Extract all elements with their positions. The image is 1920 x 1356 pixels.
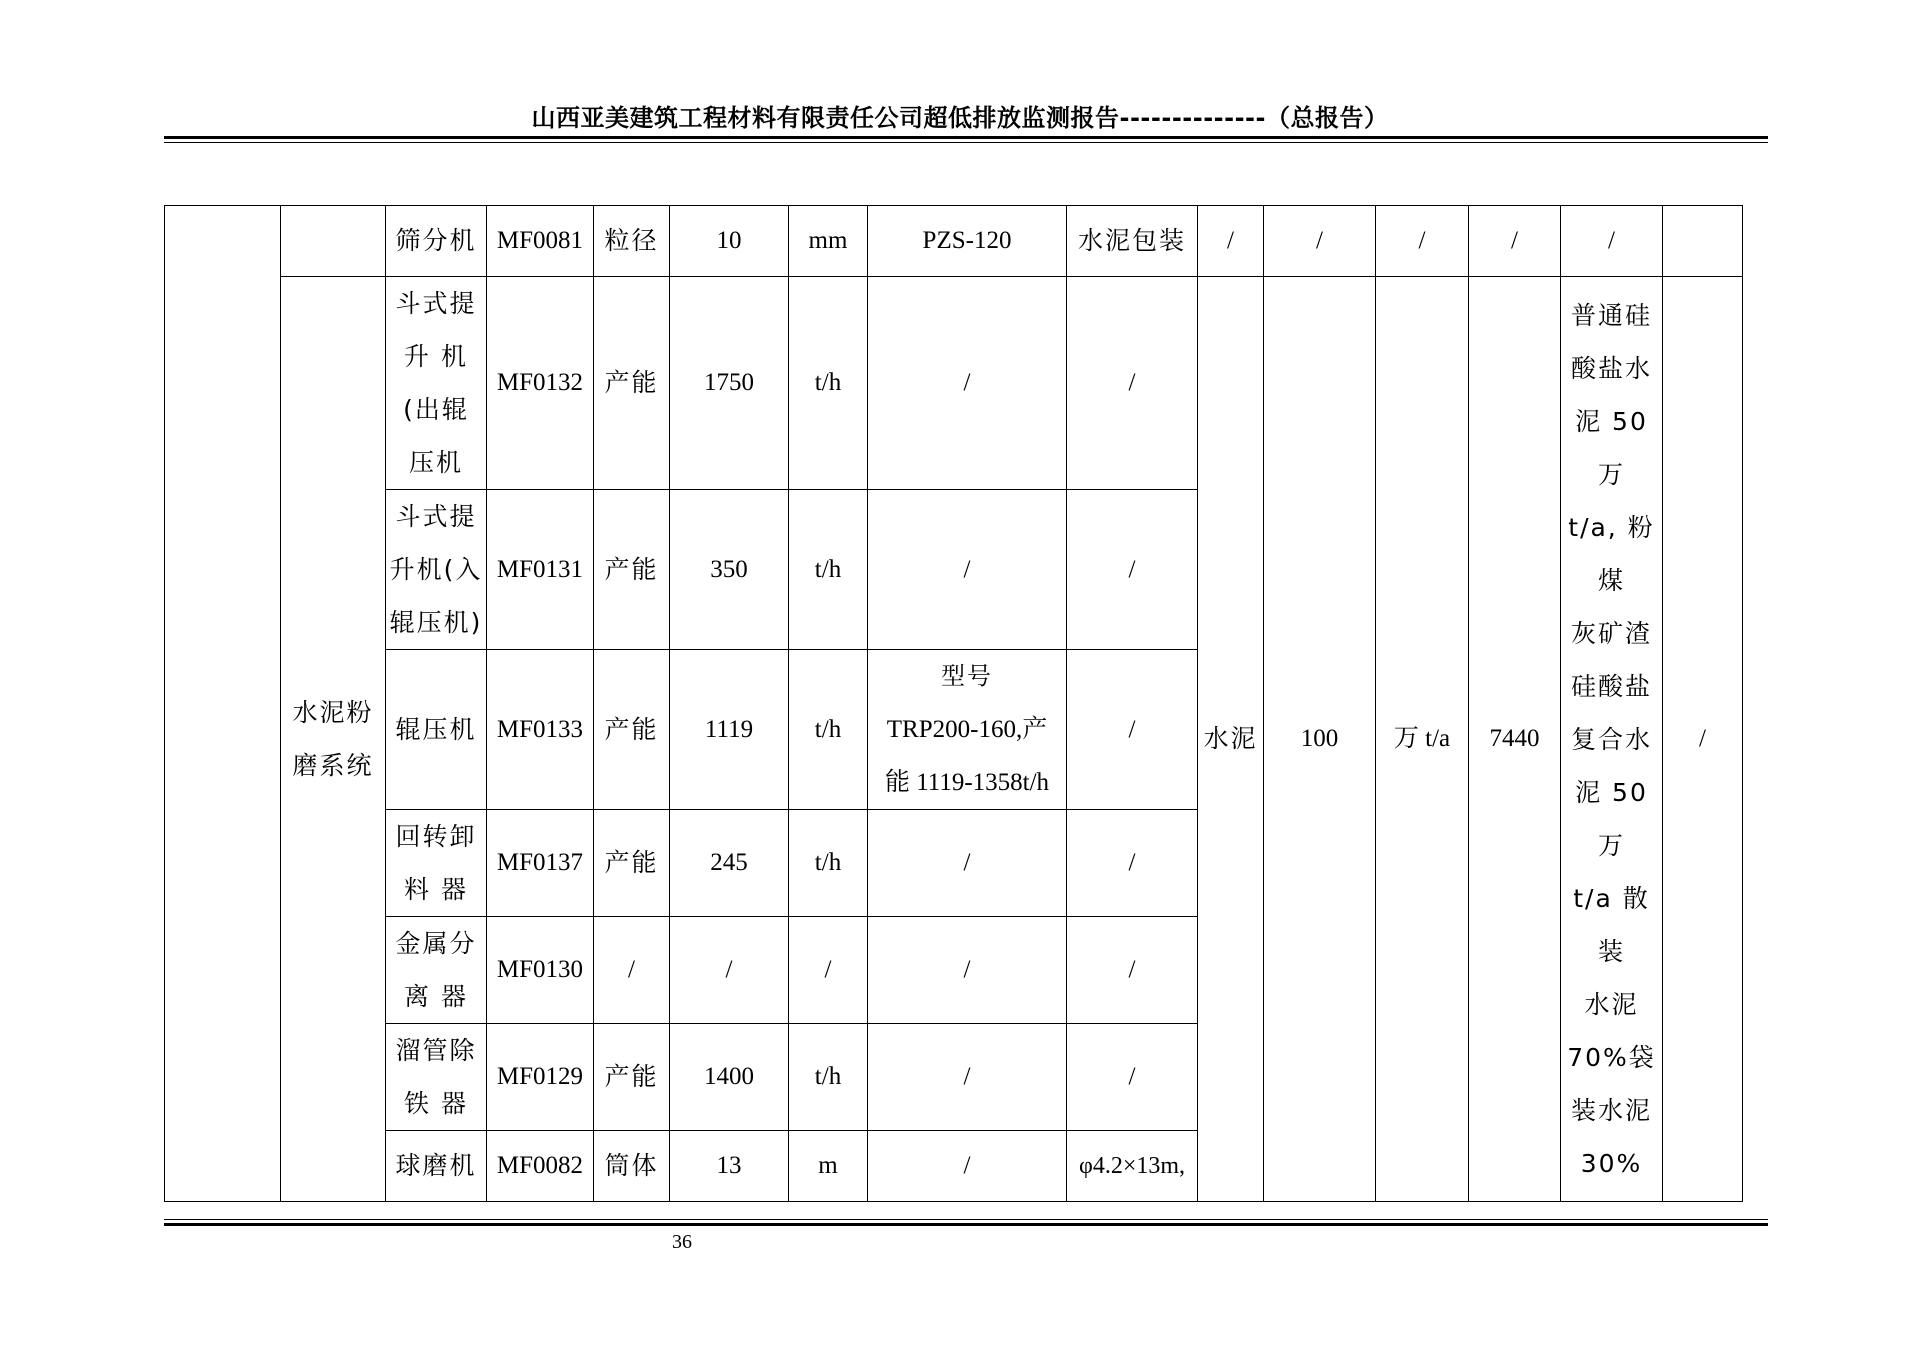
param-name: 产能	[594, 277, 670, 490]
purpose-cell: /	[1067, 917, 1198, 1024]
param-unit: mm	[789, 206, 868, 277]
equipment-code: MF0081	[487, 206, 594, 277]
param-unit: t/h	[789, 650, 868, 810]
purpose-cell: /	[1067, 277, 1198, 490]
purpose-cell: /	[1067, 650, 1198, 810]
param-name: 产能	[594, 810, 670, 917]
param-unit: t/h	[789, 490, 868, 650]
param-unit: /	[789, 917, 868, 1024]
footer-rule-thick	[164, 1223, 1768, 1226]
purpose-cell: /	[1067, 490, 1198, 650]
param-value: 350	[670, 490, 789, 650]
equipment-code: MF0130	[487, 917, 594, 1024]
param-value: 10	[670, 206, 789, 277]
capacity-cell: 100	[1264, 277, 1376, 1202]
hours-cell: 7440	[1469, 277, 1561, 1202]
model-cell: /	[868, 1131, 1067, 1202]
model-cell: /	[868, 810, 1067, 917]
cell-slash: /	[1469, 206, 1561, 277]
param-value: 1119	[670, 650, 789, 810]
equipment-code: MF0131	[487, 490, 594, 650]
equipment-name: 金属分 离 器	[386, 917, 487, 1024]
param-value: 245	[670, 810, 789, 917]
equipment-table	[164, 205, 1743, 1202]
cell-slash: /	[1376, 206, 1469, 277]
equipment-name: 球磨机	[386, 1131, 487, 1202]
table-row	[165, 277, 1743, 490]
model-cell: /	[868, 1024, 1067, 1131]
cell-slash: /	[1264, 206, 1376, 277]
param-name: 筒体	[594, 1131, 670, 1202]
equipment-name: 斗式提 升机(入 辊压机)	[386, 490, 487, 650]
param-value: 1400	[670, 1024, 789, 1131]
param-value: /	[670, 917, 789, 1024]
equipment-code: MF0082	[487, 1131, 594, 1202]
model-cell: /	[868, 917, 1067, 1024]
equipment-code: MF0133	[487, 650, 594, 810]
equipment-code: MF0137	[487, 810, 594, 917]
purpose-cell: 水泥包装	[1067, 206, 1198, 277]
equipment-name: 筛分机	[386, 206, 487, 277]
product-desc-cell: 普通硅 酸盐水 泥 50 万 t/a, 粉煤 灰矿渣 硅酸盐 复合水 泥 50 万 t/a 散装 水泥 70%袋 装水泥 30%	[1561, 277, 1663, 1202]
footer-rule-thin	[164, 1219, 1768, 1220]
product-cell: 水泥	[1198, 277, 1264, 1202]
header-rule-thin	[164, 142, 1768, 143]
purpose-cell: /	[1067, 810, 1198, 917]
empty-cell	[1663, 206, 1743, 277]
model-cell: 型号 TRP200-160,产 能 1119-1358t/h	[868, 650, 1067, 810]
param-unit: t/h	[789, 277, 868, 490]
equipment-code: MF0132	[487, 277, 594, 490]
leftmost-empty-cell	[165, 206, 281, 1202]
param-unit: t/h	[789, 1024, 868, 1131]
system-group-label: 水泥粉 磨系统	[281, 277, 386, 1202]
purpose-cell: φ4.2×13m,	[1067, 1131, 1198, 1202]
table-row	[165, 206, 1743, 277]
param-name: 产能	[594, 490, 670, 650]
equipment-name: 辊压机	[386, 650, 487, 810]
model-cell: PZS-120	[868, 206, 1067, 277]
report-header-title: 山西亚美建筑工程材料有限责任公司超低排放监测报告--------------（总报告）	[531, 104, 1389, 132]
purpose-cell: /	[1067, 1024, 1198, 1131]
param-name: /	[594, 917, 670, 1024]
capacity-unit-cell: 万 t/a	[1376, 277, 1469, 1202]
param-value: 1750	[670, 277, 789, 490]
equipment-name: 斗式提 升 机 (出辊 压机	[386, 277, 487, 490]
page-number: 36	[672, 1231, 692, 1253]
cell-slash: /	[1561, 206, 1663, 277]
param-name: 产能	[594, 650, 670, 810]
model-cell: /	[868, 490, 1067, 650]
equipment-name: 回转卸 料 器	[386, 810, 487, 917]
equipment-code: MF0129	[487, 1024, 594, 1131]
header-rule-thick	[164, 136, 1768, 139]
empty-group-cell	[281, 206, 386, 277]
model-cell: /	[868, 277, 1067, 490]
last-col-cell: /	[1663, 277, 1743, 1202]
param-name: 粒径	[594, 206, 670, 277]
param-unit: m	[789, 1131, 868, 1202]
param-name: 产能	[594, 1024, 670, 1131]
param-unit: t/h	[789, 810, 868, 917]
cell-slash: /	[1198, 206, 1264, 277]
param-value: 13	[670, 1131, 789, 1202]
equipment-name: 溜管除 铁 器	[386, 1024, 487, 1131]
